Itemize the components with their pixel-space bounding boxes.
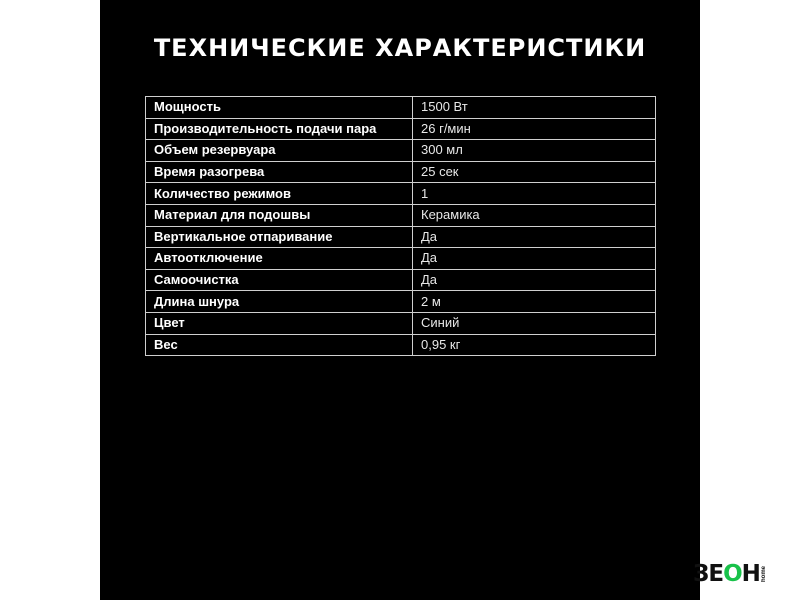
table-row (146, 269, 656, 291)
spec-name-cell: Вес (146, 334, 413, 356)
table-row (146, 140, 656, 162)
spec-panel (100, 0, 700, 600)
specs-table (145, 96, 656, 356)
spec-value-cell: Да (413, 248, 656, 270)
table-row (146, 161, 656, 183)
specs-table-body (146, 97, 656, 356)
spec-name-cell: Автоотключение (146, 248, 413, 270)
spec-name-cell: Самоочистка (146, 269, 413, 291)
table-row (146, 97, 656, 119)
spec-value-cell: 25 сек (413, 161, 656, 183)
brand-logo (693, 560, 785, 588)
table-row (146, 183, 656, 205)
spec-value-cell: Да (413, 226, 656, 248)
table-row (146, 248, 656, 270)
spec-name-cell: Мощность (146, 97, 413, 119)
spec-name-cell: Материал для подошвы (146, 204, 413, 226)
spec-value-cell: 0,95 кг (413, 334, 656, 356)
spec-value-cell: 300 мл (413, 140, 656, 162)
table-row (146, 226, 656, 248)
spec-value-cell: 2 м (413, 291, 656, 313)
spec-name-cell: Производительность подачи пара (146, 118, 413, 140)
spec-value-cell: 1500 Вт (413, 97, 656, 119)
table-row (146, 204, 656, 226)
logo-subtext: home (760, 565, 767, 582)
logo-text-start: ЗЕ (693, 561, 724, 587)
spec-name-cell: Цвет (146, 312, 413, 334)
logo-text-end: Н (741, 561, 760, 587)
spec-name-cell: Длина шнура (146, 291, 413, 313)
spec-value-cell: Синий (413, 312, 656, 334)
spec-name-cell: Время разогрева (146, 161, 413, 183)
spec-value-cell: Керамика (413, 204, 656, 226)
spec-value-cell: Да (413, 269, 656, 291)
spec-name-cell: Объем резервуара (146, 140, 413, 162)
table-row (146, 334, 656, 356)
spec-value-cell: 1 (413, 183, 656, 205)
logo-mark-letter: О (723, 561, 742, 587)
table-row (146, 118, 656, 140)
page-title: ТЕХНИЧЕСКИЕ ХАРАКТЕРИСТИКИ (153, 34, 647, 62)
table-row (146, 291, 656, 313)
logo-wordmark (693, 560, 760, 588)
spec-name-cell: Количество режимов (146, 183, 413, 205)
table-row (146, 312, 656, 334)
spec-value-cell: 26 г/мин (413, 118, 656, 140)
spec-name-cell: Вертикальное отпаривание (146, 226, 413, 248)
